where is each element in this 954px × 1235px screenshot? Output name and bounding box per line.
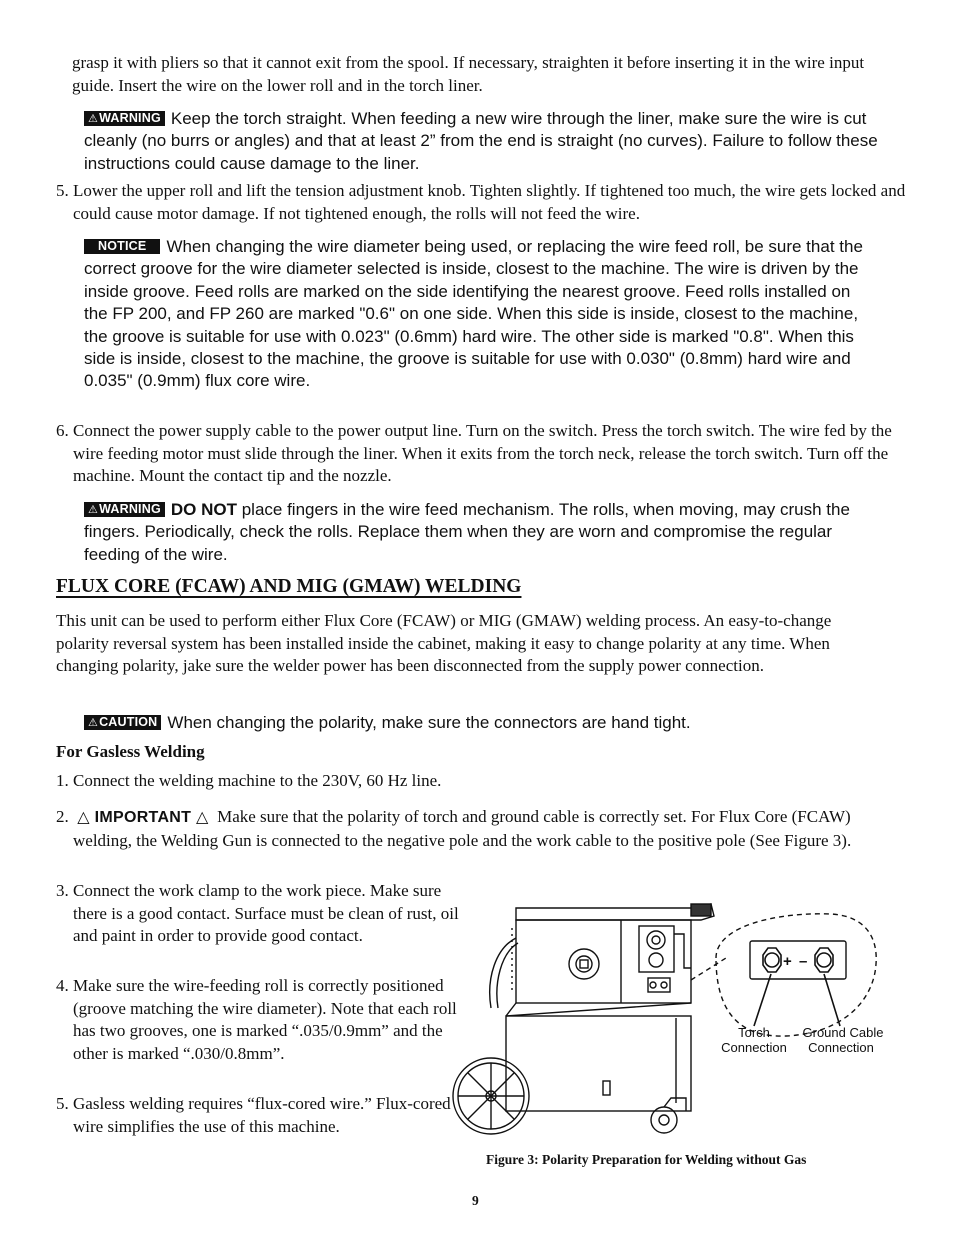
step-number: 2. bbox=[56, 807, 69, 826]
step-6: 6. Connect the power supply cable to the power output line. Turn on the switch. Press the torch switch. The wire fed by the wire feeding motor must slide through the liner. When it exits from the torch neck, release the torch switch. Turn off the machine. Mount the contact tip and the nozzle. bbox=[56, 421, 892, 486]
warning-triangle-icon: △ bbox=[195, 809, 209, 826]
torch-label-1: Torch bbox=[738, 1025, 770, 1040]
step-2-text: Make sure that the polarity of torch and ground cable is correctly set. For Flux Core (FCAW) welding, the Welding Gun is connected to the negative pole and the work cable to the positive pole (See Figure 3). bbox=[73, 807, 852, 850]
warning-text: place fingers in the wire feed mechanism. The rolls, when moving, may crush the fingers. Periodically, check the rolls. Replace them when they are worn and compromise the regular feeding of the wire. bbox=[84, 500, 850, 564]
warning-triangle-icon: ⚠ bbox=[88, 717, 99, 729]
notice-text: When changing the wire diameter being used, or replacing the wire feed roll, be sure that the correct groove for the wire diameter selected is inside, closest to the machine. The wire is driven by the inside groove. Feed rolls are marked on the side identifying the nearest groove. Feed rolls installed on the FP 200, and FP 260 are marked "0.6" on one side. When this side is inside, closest to the machine, the groove is suitable for use with 0.023" (0.6mm) hard wire. The other side is marked "0.8". When this side is inside, closest to the machine, the groove is suitable for use with 0.030" (0.8mm) hard wire and 0.035" (0.9mm) flux core wire. bbox=[84, 237, 863, 391]
caution-tag bbox=[84, 715, 161, 730]
warning-tag bbox=[84, 502, 165, 517]
warning-block-1 bbox=[84, 108, 884, 175]
ground-label-1: Ground Cable bbox=[802, 1025, 884, 1040]
plus-sign: + bbox=[783, 953, 792, 970]
notice-block bbox=[84, 236, 869, 393]
page-number: 9 bbox=[472, 1193, 479, 1208]
notice-tag-label: NOTICE bbox=[98, 239, 147, 253]
torch-label-2: Connection bbox=[721, 1040, 787, 1055]
welder-cabinet-illustration bbox=[446, 898, 896, 1140]
warning-triangle-icon: ⚠ bbox=[88, 113, 99, 125]
gasless-step-5: 5. Gasless welding requires “flux-cored wire.” Flux-cored wire simplifies the use of this machine. bbox=[56, 1094, 451, 1136]
gasless-step-4: 4. Make sure the wire-feeding roll is correctly positioned (groove matching the wire diameter). Note that each roll has two grooves, one is marked “.035/0.9mm” and the other is marked “.030/0.8mm”. bbox=[56, 976, 457, 1063]
caution-block bbox=[84, 712, 884, 734]
section-heading: FLUX CORE (FCAW) AND MIG (GMAW) WELDING bbox=[56, 576, 522, 597]
warning-triangle-icon: △ bbox=[77, 809, 90, 826]
section-paragraph: This unit can be used to perform either Flux Core (FCAW) or MIG (GMAW) welding process. An easy-to-change polarity reversal system has been installed inside the cabinet, making it easy to change polarity at any time. When changing polarity, jake sure the welder power has been disconnected from the supply power connection. bbox=[56, 611, 832, 676]
gasless-step-3: 3. Connect the work clamp to the work piece. Make sure there is a good contact. Surface must be clean of rust, oil and paint in order to provide good contact. bbox=[56, 881, 459, 946]
important-text: IMPORTANT bbox=[94, 809, 192, 826]
polarity-connector-icon bbox=[754, 948, 840, 1026]
warning-block-2 bbox=[84, 499, 884, 566]
warning-triangle-icon: ⚠ bbox=[88, 504, 99, 516]
warning-tag-label: WARNING bbox=[99, 502, 161, 516]
step-5: 5. Lower the upper roll and lift the tension adjustment knob. Tighten slightly. If tightened too much, the wire gets locked and could cause motor damage. If not tightened enough, the rolls will not feed the wire. bbox=[56, 181, 906, 223]
gasless-step-2 bbox=[56, 806, 909, 852]
warning-tag-label: WARNING bbox=[99, 111, 161, 125]
gasless-step-1: 1. Connect the welding machine to the 230V, 60 Hz line. bbox=[56, 771, 442, 790]
caution-text: When changing the polarity, make sure the connectors are hand tight. bbox=[167, 713, 691, 732]
warning-bold: DO NOT bbox=[170, 500, 237, 519]
ground-label-2: Connection bbox=[808, 1040, 874, 1055]
notice-tag bbox=[84, 239, 160, 254]
minus-sign: – bbox=[799, 953, 808, 970]
subheading: For Gasless Welding bbox=[56, 742, 205, 761]
important-label bbox=[77, 809, 208, 826]
intro-paragraph: grasp it with pliers so that it cannot exit from the spool. If necessary, straighten it before inserting it in the wire input guide. Insert the wire on the lower roll and in the torch liner. bbox=[72, 53, 865, 95]
figure-caption: Figure 3: Polarity Preparation for Welding without Gas bbox=[486, 1152, 807, 1167]
warning-text: Keep the torch straight. When feeding a new wire through the liner, make sure the wire is cut cleanly (no burrs or angles) and that at least 2” from the end is straight (no curves). Failure to follow these instructions could cause damage to the liner. bbox=[84, 109, 878, 173]
warning-tag bbox=[84, 111, 165, 126]
caution-tag-label: CAUTION bbox=[99, 715, 158, 729]
